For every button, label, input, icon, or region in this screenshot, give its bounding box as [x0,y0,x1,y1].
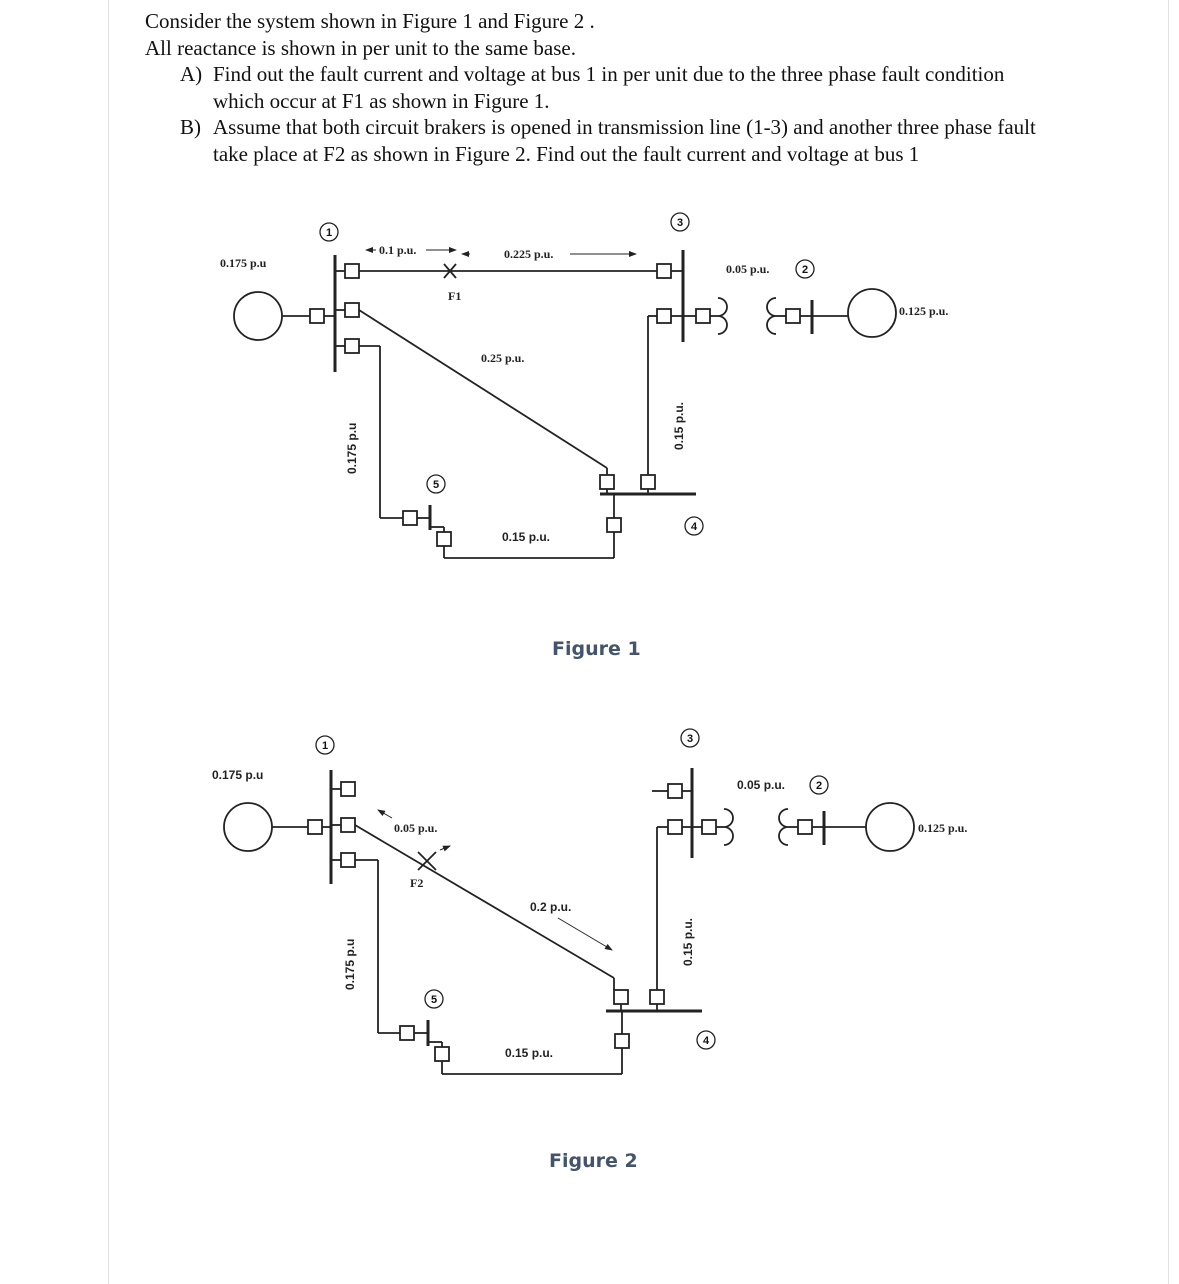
question-line-1: Consider the system shown in Figure 1 and Figure 2 . [145,9,595,33]
fault-f2-label: F2 [410,876,424,890]
part-b-text: Assume that both circuit brakers is opened in transmission line (1-3) and another three phase fault take place at F2 as shown in Figure 2. Find out the fault current and voltage at bus 1 [213,115,1036,166]
bus-3-number: 3 [676,217,684,229]
part-a-label: A) [180,62,203,86]
xfmr-reactance: 0.05 p.u. [737,778,786,792]
line-1-f2-reactance: 0.05 p.u. [394,821,438,835]
generator-2-icon [848,289,896,337]
line-f1-3-reactance: 0.225 p.u. [504,247,554,261]
part-b-label: B) [180,115,201,139]
figure-2-labels [212,733,967,1172]
xfmr-reactance: 0.05 p.u. [726,262,770,276]
bus-1-number: 1 [325,227,333,239]
part-a-text: Find out the fault current and voltage at bus 1 in per unit due to the three phase fault condition which occur at F1 as shown in Figure 1. [213,62,1005,113]
line-1-4-reactance: 0.25 p.u. [481,351,525,365]
bus-5-number: 5 [430,994,438,1006]
transformer-icon [718,298,727,334]
figure-1 [234,213,896,558]
generator-1-icon [234,292,282,340]
figure-1-caption: Figure 1 [552,638,641,660]
line-1-f1-reactance: 0.1 p.u. [379,243,417,257]
fault-f1-label: F1 [448,289,462,303]
gen-2-reactance: 0.125 p.u. [918,821,968,835]
bus-1-number: 1 [321,740,329,752]
gen-2-reactance: 0.125 p.u. [899,304,949,318]
line-1-5-reactance: 0.175 p.u [343,938,357,990]
bus-4-number: 4 [702,1035,710,1047]
question-line-2: All reactance is shown in per unit to the same base. [145,35,576,60]
line-f2-4-reactance: 0.2 p.u. [530,900,572,914]
transformer-icon [724,809,733,845]
line-5-4-reactance: 0.15 p.u. [502,530,551,544]
breaker-icon [310,309,324,323]
line-3-4-reactance: 0.15 p.u. [672,401,686,450]
generator-1-icon [224,803,272,851]
gen-1-reactance: 0.175 p.u [212,768,264,782]
bus-2-number: 2 [815,780,823,792]
line-5-4-reactance: 0.15 p.u. [505,1046,554,1060]
bus-4-number: 4 [690,521,698,533]
generator-2-icon [866,803,914,851]
bus-3-number: 3 [686,733,694,745]
bus-2-number: 2 [801,264,809,276]
line-1-5-reactance: 0.175 p.u [345,422,359,474]
line-3-4-reactance: 0.15 p.u. [681,917,695,966]
bus-5-number: 5 [432,479,440,491]
gen-1-reactance: 0.175 p.u [220,256,267,270]
figure-1-labels [220,217,948,660]
figure-2-caption: Figure 2 [549,1150,638,1172]
